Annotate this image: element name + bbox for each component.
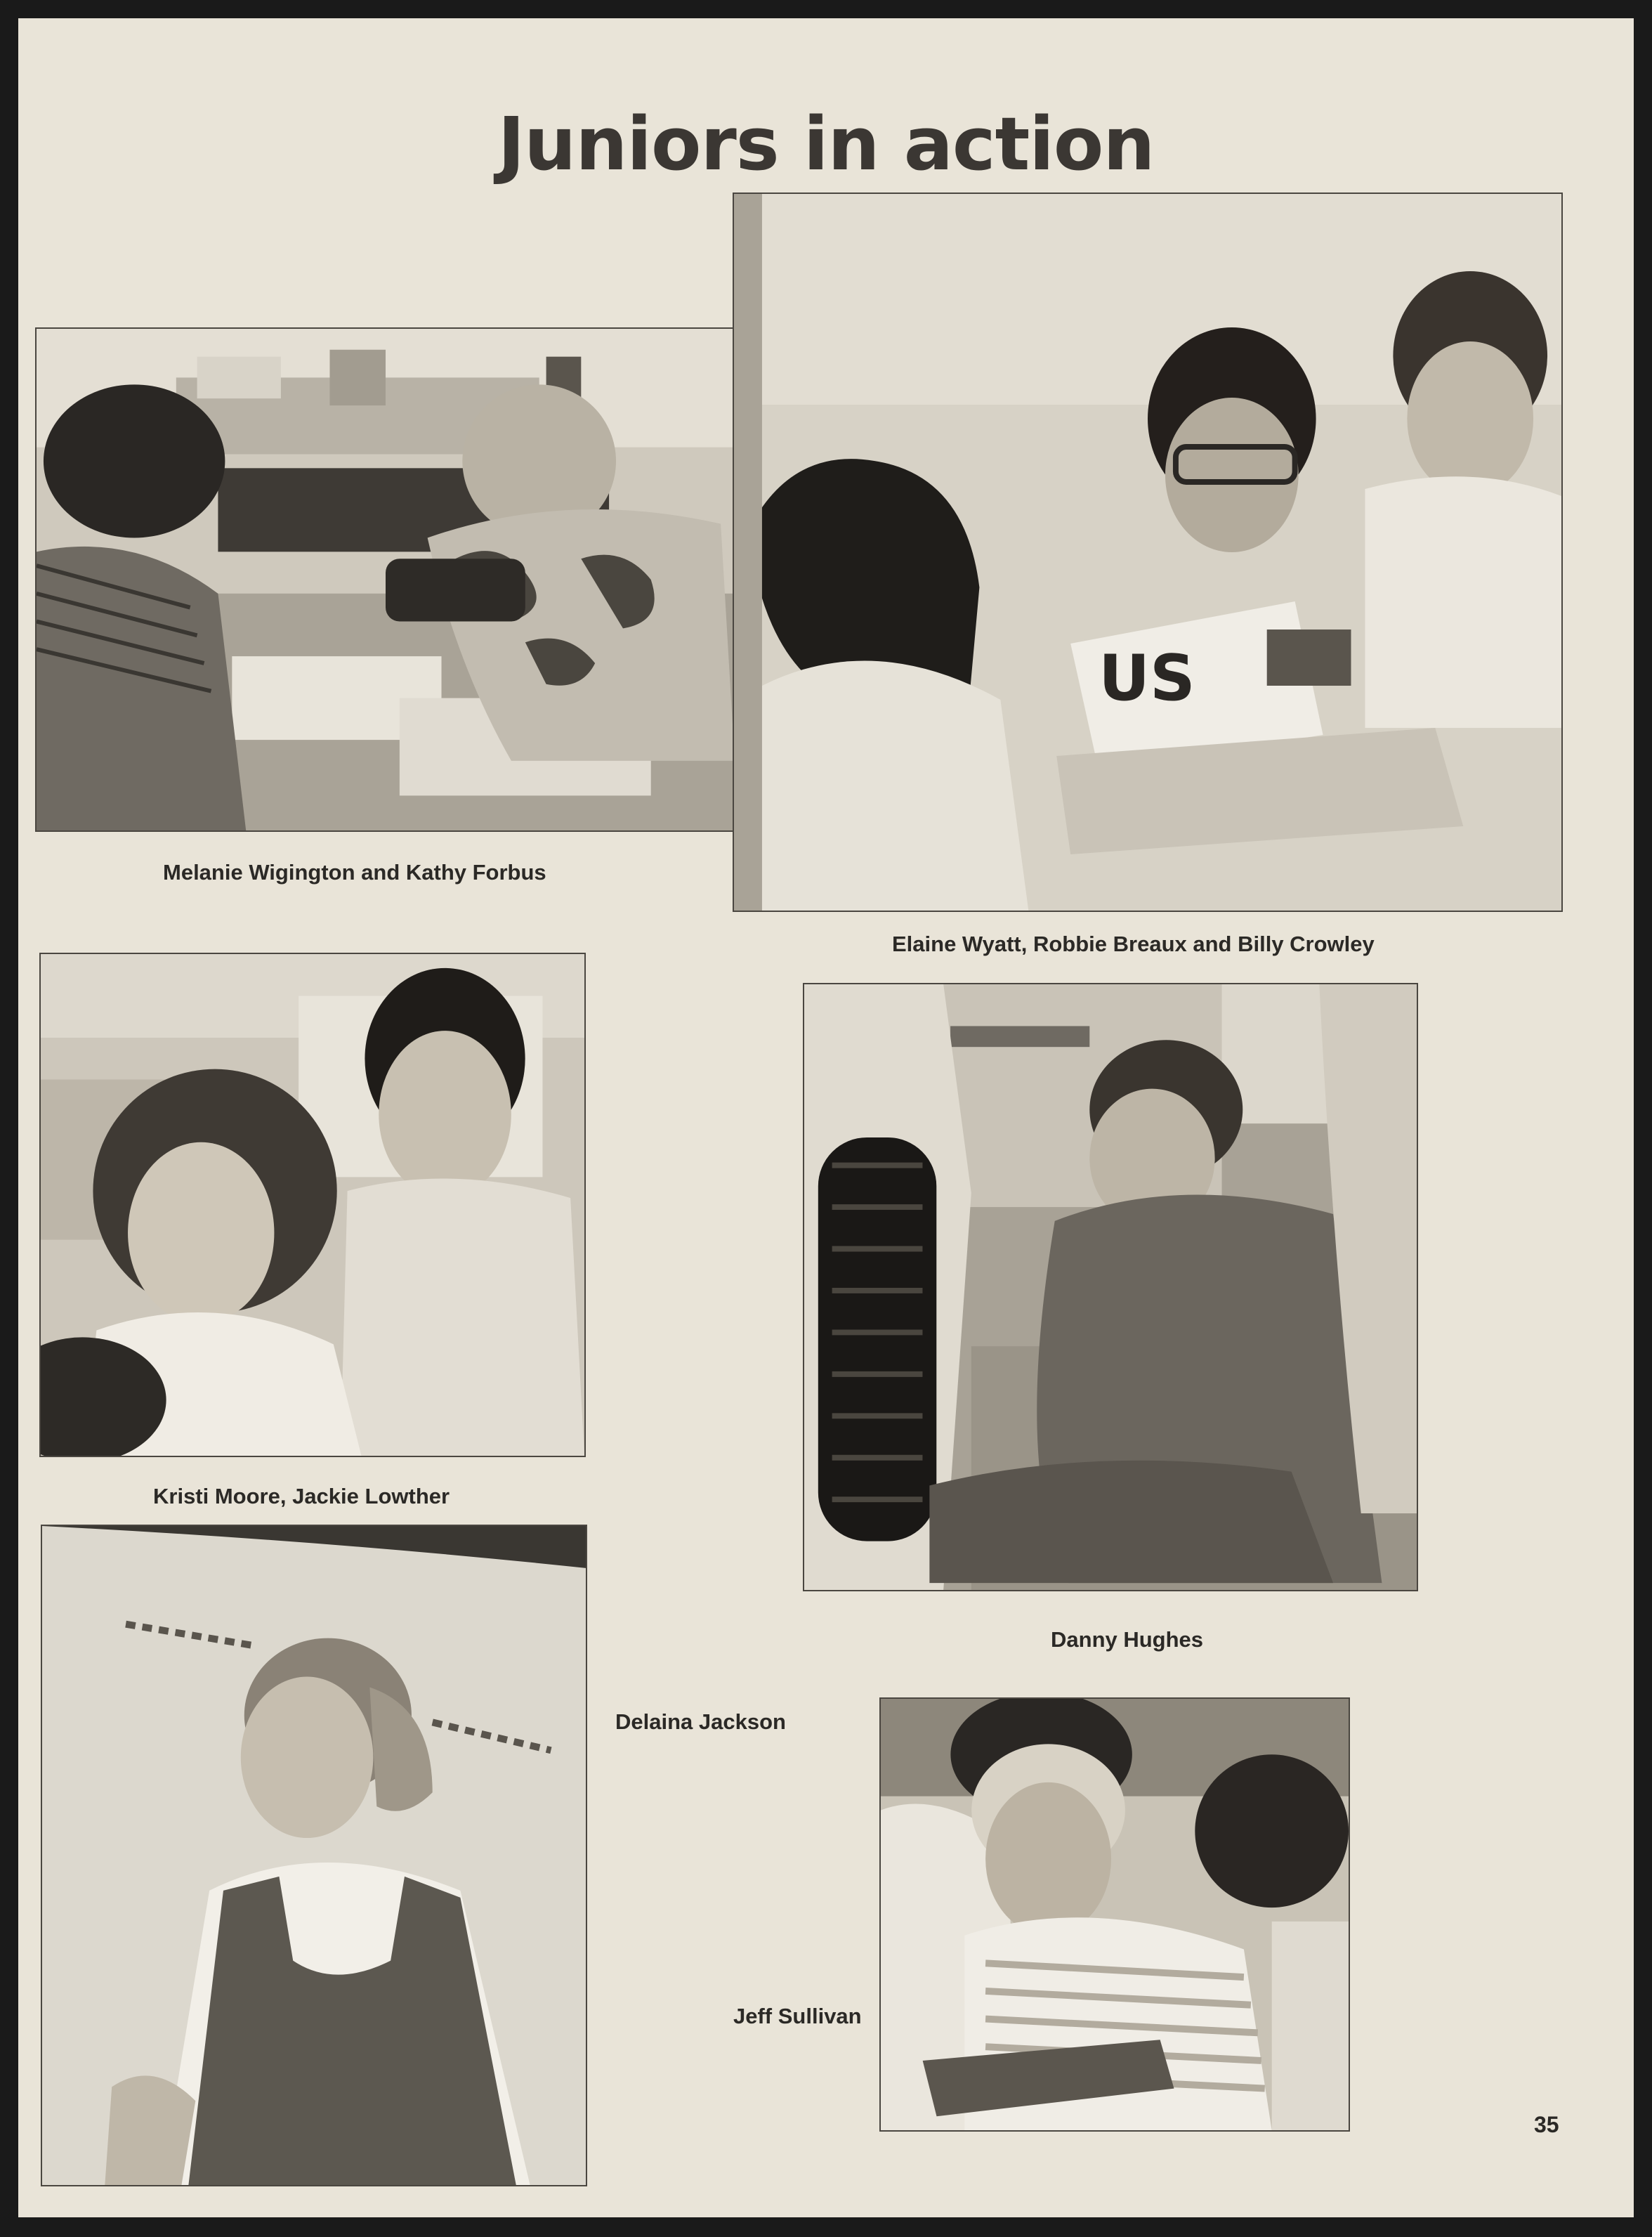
photo-office-desk	[35, 327, 736, 832]
photo-classroom-magazine-image	[734, 194, 1561, 911]
page-number: 35	[1534, 2112, 1559, 2137]
photo-car-repair	[803, 983, 1418, 1591]
photo-caption: Kristi Moore, Jackie Lowther	[153, 1484, 450, 1508]
page-title: Juniors in action	[497, 101, 1155, 187]
photo-caption: Danny Hughes	[1051, 1627, 1204, 1652]
photo-classroom-magazine	[733, 193, 1563, 912]
photo-caption: Elaine Wyatt, Robbie Breaux and Billy Crowley	[892, 932, 1375, 956]
yearbook-page	[18, 18, 1634, 2217]
photo-office-desk-image	[37, 329, 735, 830]
photo-girl-at-wall	[41, 1525, 587, 2186]
photo-car-repair-image	[804, 984, 1417, 1590]
photo-caption: Delaina Jackson	[615, 1709, 786, 1734]
photo-smiling-students	[39, 953, 586, 1457]
photo-caption: Jeff Sullivan	[733, 2004, 862, 2028]
photo-girl-at-wall-image	[42, 1526, 586, 2185]
photo-student-writing-image	[881, 1699, 1349, 2130]
svg-text:US: US	[1099, 641, 1195, 716]
photo-caption: Melanie Wigington and Kathy Forbus	[163, 860, 546, 885]
photo-student-writing	[879, 1697, 1350, 2132]
photo-smiling-students-image	[41, 954, 584, 1456]
